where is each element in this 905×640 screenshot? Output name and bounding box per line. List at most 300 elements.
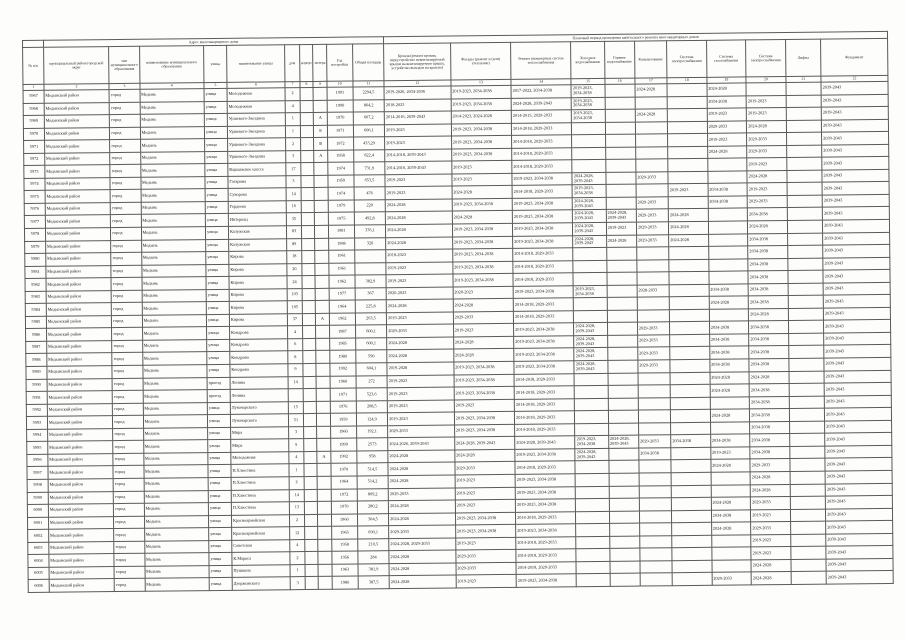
table-cell: 1970: [331, 463, 357, 476]
table-cell: [670, 334, 710, 347]
column-header: Фундамент: [821, 38, 888, 76]
table-cell: город: [113, 441, 143, 454]
table-cell: 1970: [327, 112, 353, 125]
table-cell: 51: [289, 414, 304, 427]
table-cell: [576, 524, 609, 537]
column-header: тип муниципального образования: [109, 46, 140, 83]
table-cell: [317, 439, 331, 452]
table-cell: 2024-2028: [635, 84, 667, 97]
table-cell: [318, 514, 332, 527]
column-number: 6: [227, 82, 285, 89]
table-cell: [609, 523, 639, 536]
table-cell: Медынский район: [47, 391, 113, 404]
table-cell: 2014-2018, 2029-2033: [511, 122, 571, 135]
table-cell: [304, 501, 318, 514]
table-cell: Медынь: [142, 277, 207, 290]
table-cell: А: [314, 150, 328, 163]
table-cell: 2034-2038: [748, 271, 788, 284]
table-cell: Медынь: [143, 427, 208, 440]
column-number: 8: [300, 81, 314, 87]
table-cell: 2019-2023, 2034-2038: [573, 285, 606, 298]
table-cell: 1962: [329, 275, 355, 288]
table-cell: 2039-2043: [823, 307, 890, 320]
table-cell: 1981: [328, 225, 354, 238]
table-cell: [575, 386, 608, 399]
table-cell: улица: [206, 239, 229, 252]
table-cell: 2034-2038: [748, 246, 788, 259]
table-cell: [708, 233, 748, 246]
table-cell: 2019-2023: [707, 133, 747, 146]
column-number: 10: [327, 81, 353, 87]
table-cell: [790, 446, 826, 459]
table-cell: 192,1: [356, 425, 387, 438]
table-cell: [707, 158, 747, 171]
table-cell: город: [112, 378, 142, 391]
table-cell: 381,9: [358, 563, 389, 576]
table-cell: [671, 472, 711, 485]
table-cell: 2034-2038: [709, 334, 749, 347]
table-cell: Медынь: [140, 101, 205, 114]
table-cell: город: [109, 102, 139, 115]
table-cell: [608, 410, 638, 423]
table-cell: Медынский район: [48, 516, 114, 529]
table-cell: [672, 548, 712, 561]
table-cell: 6000: [27, 504, 48, 517]
column-header: наименование муниципального образования: [139, 46, 204, 84]
table-cell: [790, 521, 826, 534]
table-cell: 382,9: [355, 275, 386, 288]
table-cell: 1962: [329, 313, 355, 326]
table-cell: город: [110, 139, 140, 152]
table-cell: 2019-2023, 2034-2038: [452, 236, 512, 249]
table-cell: [302, 326, 316, 339]
table-cell: 5995: [27, 442, 48, 455]
column-number: 20: [746, 77, 786, 83]
table-cell: [788, 346, 824, 359]
table-cell: [607, 322, 637, 335]
column-number: 3: [109, 83, 139, 89]
table-cell: 2014-2018, 2029-2033: [514, 411, 574, 424]
table-cell: 2024-2028: [389, 513, 456, 526]
table-cell: Медынский район: [44, 90, 110, 103]
column-number: 4: [139, 83, 204, 90]
table-cell: 2019-2023: [387, 387, 454, 400]
table-cell: 1: [290, 564, 305, 577]
table-cell: Медынь: [141, 189, 206, 202]
table-cell: 2039-2043: [826, 558, 893, 571]
table-cell: [710, 397, 750, 410]
column-number: 19: [707, 77, 747, 83]
table-cell: 280,2: [357, 501, 388, 514]
table-cell: [790, 484, 826, 497]
table-cell: 2024-2028: [388, 462, 455, 475]
table-cell: [788, 258, 824, 271]
table-cell: 37: [288, 313, 303, 326]
table-cell: город: [111, 265, 141, 278]
table-cell: [790, 509, 826, 522]
table-cell: Луначарского: [230, 414, 288, 427]
table-cell: Медынский район: [46, 341, 112, 354]
table-cell: 2029-2033: [455, 462, 515, 475]
table-cell: [610, 573, 640, 586]
table-cell: город: [111, 290, 141, 303]
table-cell: 5970: [23, 128, 44, 141]
table-cell: 2039-2043: [822, 144, 889, 157]
table-cell: [667, 121, 707, 134]
table-cell: Мира: [230, 426, 288, 439]
table-cell: 6: [288, 339, 303, 352]
table-cell: 2024-2028: [452, 211, 512, 224]
table-cell: [669, 309, 709, 322]
table-cell: 607,2: [353, 112, 384, 125]
table-cell: 2039-2043: [825, 458, 892, 471]
column-header: Холодное водоснабжение: [571, 41, 605, 78]
table-cell: 2039-2043: [823, 270, 890, 283]
table-cell: 2014-2018, 2029-2033: [516, 549, 576, 562]
table-cell: [318, 501, 332, 514]
table-cell: город: [112, 340, 142, 353]
table-cell: 210,5: [358, 538, 389, 551]
table-cell: [639, 498, 671, 511]
table-cell: Молодежная: [227, 100, 285, 113]
table-cell: [608, 385, 638, 398]
table-cell: Медынь: [140, 176, 205, 189]
table-cell: Медынь: [141, 264, 206, 277]
column-header: дом: [285, 45, 300, 82]
table-cell: Медынь: [144, 553, 209, 566]
table-cell: 2024-2028: [388, 475, 455, 488]
table-cell: улица: [209, 553, 232, 566]
table-cell: [608, 373, 638, 386]
table-cell: 2029-2033: [388, 425, 455, 438]
column-header: корпус: [299, 44, 313, 81]
table-cell: 5986: [26, 329, 47, 342]
table-cell: Медынский район: [48, 466, 114, 479]
table-cell: 9: [288, 364, 303, 377]
table-cell: город: [112, 353, 142, 366]
table-cell: улица: [209, 578, 232, 591]
column-header: Ремонт инженерных систем теплоснабжения: [511, 42, 572, 80]
table-cell: [638, 410, 670, 423]
table-cell: 2019-2023, 2034-2038: [454, 361, 514, 374]
table-cell: 2019-2023: [747, 183, 787, 196]
table-cell: [635, 121, 667, 134]
table-cell: А: [316, 313, 330, 326]
table-cell: 1960: [331, 514, 357, 527]
table-cell: Медынь: [143, 390, 208, 403]
table-cell: [300, 125, 314, 138]
table-cell: 2014-2018, 2029-2033: [512, 147, 572, 160]
table-cell: 1960: [330, 426, 356, 439]
table-cell: [574, 298, 607, 311]
table-cell: 5968: [23, 103, 44, 116]
table-cell: 2014-2018, 2029-2033: [513, 298, 573, 311]
table-cell: Медынский район: [48, 453, 114, 466]
table-cell: 2024-2028: [453, 336, 513, 349]
table-cell: 492,8: [354, 212, 385, 225]
table-cell: 1974: [328, 187, 354, 200]
table-cell: 2039-2043: [825, 433, 892, 446]
table-cell: 367: [355, 287, 386, 300]
group-header-address: Адрес многоквартирного дома: [43, 37, 383, 48]
table-cell: [788, 283, 824, 296]
table-cell: 2019-2023: [751, 547, 791, 560]
table-cell: 5987: [26, 341, 47, 354]
table-cell: 2039-2043: [826, 533, 893, 546]
table-cell: [314, 163, 328, 176]
table-cell: [789, 433, 825, 446]
table-cell: 2: [289, 477, 304, 490]
table-cell: 2039-2043: [825, 470, 892, 483]
table-cell: 5998: [27, 479, 48, 492]
table-cell: 2024-2028: [709, 296, 749, 309]
table-cell: 2019-2023: [455, 487, 515, 500]
table-cell: Медынь: [145, 565, 210, 578]
table-cell: [577, 574, 610, 587]
table-cell: город: [114, 579, 144, 592]
table-cell: [790, 471, 826, 484]
table-cell: 2024-2028: [748, 221, 788, 234]
table-cell: 89: [287, 238, 302, 251]
table-cell: Медынь: [142, 365, 207, 378]
table-cell: 2019-2023, 2034-2038: [453, 261, 513, 274]
table-cell: 2019-2023: [451, 161, 511, 174]
table-cell: 304,5: [357, 513, 388, 526]
table-cell: [303, 389, 317, 402]
table-header: [23, 31, 888, 90]
table-cell: [300, 138, 314, 151]
table-cell: 2024-2028: [711, 497, 751, 510]
table-cell: 2019-2023, 2034-2038: [516, 574, 576, 587]
table-cell: 2024-2028, 2039-2043: [574, 360, 607, 373]
table-cell: [605, 122, 635, 135]
table-cell: Медынский район: [44, 152, 110, 165]
table-cell: П.Хлюстина: [231, 477, 289, 490]
table-cell: 5992: [26, 404, 47, 417]
column-header: улица: [204, 45, 227, 82]
table-cell: 2019-2023, 2034-2038: [454, 386, 514, 399]
table-cell: 2029-2033: [636, 222, 668, 235]
table-cell: Ленина: [230, 376, 288, 389]
table-cell: [786, 157, 822, 170]
table-cell: улица: [209, 527, 232, 540]
table-cell: [708, 208, 748, 221]
table-cell: Медынь: [143, 402, 208, 415]
table-cell: 2019-2023, 2034-2038: [454, 412, 514, 425]
table-cell: 2019-2023: [747, 158, 787, 171]
table-cell: 2034-2038: [749, 333, 789, 346]
table-cell: 2024-2028: [707, 83, 747, 96]
table-cell: 16: [286, 201, 301, 214]
table-cell: 2024-2028, 2039-2043: [606, 210, 636, 223]
table-cell: Уршевого-Звездина: [227, 138, 285, 151]
table-cell: [711, 547, 751, 560]
table-cell: 590: [356, 350, 387, 363]
table-cell: [304, 489, 318, 502]
table-cell: [607, 272, 637, 285]
table-cell: 18: [287, 251, 302, 264]
table-cell: Медынь: [142, 289, 207, 302]
table-cell: [608, 448, 638, 461]
table-cell: 376,1: [354, 225, 385, 238]
table-cell: 1987: [329, 325, 355, 338]
table-cell: 1964: [329, 300, 355, 313]
table-cell: [316, 326, 330, 339]
table-cell: [574, 373, 607, 386]
table-cell: 12: [290, 527, 305, 540]
table-cell: [708, 259, 748, 272]
table-cell: 2014-2016, 2039-2043: [384, 111, 451, 124]
table-cell: улица: [207, 352, 230, 365]
table-cell: 4: [285, 100, 300, 113]
table-cell: 2039-2043: [823, 245, 890, 258]
table-cell: 2029-2033: [712, 572, 752, 585]
table-cell: 2029-2033: [637, 322, 669, 335]
table-cell: 1975: [328, 213, 354, 226]
column-number: 21: [786, 76, 821, 82]
table-cell: улица: [204, 126, 227, 139]
table-cell: 2039-2043: [825, 420, 892, 433]
table-cell: 2039-2043: [823, 295, 890, 308]
table-cell: 1971: [327, 125, 353, 138]
table-cell: город: [110, 114, 140, 127]
table-cell: 2039-2043: [822, 132, 889, 145]
table-cell: 5981: [25, 266, 46, 279]
table-cell: 5972: [24, 153, 45, 166]
table-cell: 2024-2028: [387, 337, 454, 350]
table-cell: [788, 333, 824, 346]
table-cell: 4: [290, 539, 305, 552]
table-cell: улица: [207, 402, 230, 415]
table-cell: 2024-2028, 2039-2043: [573, 197, 606, 210]
table-cell: [671, 410, 711, 423]
column-number: 15: [571, 78, 604, 84]
table-cell: Медынский район: [44, 127, 110, 140]
table-cell: Кирова: [229, 314, 287, 327]
table-cell: [669, 259, 709, 272]
table-cell: 5979: [25, 241, 46, 254]
table-cell: [668, 196, 708, 209]
table-cell: К.Маркса: [232, 552, 290, 565]
table-cell: [635, 134, 667, 147]
table-cell: 1972: [331, 489, 357, 502]
table-cell: 263,5: [355, 313, 386, 326]
table-cell: 2024-2028: [389, 550, 456, 563]
table-cell: 14: [288, 376, 303, 389]
table-cell: 5985: [25, 316, 46, 329]
table-cell: 2024-2028: [385, 211, 452, 224]
table-cell: 2024-2028, 2039-2043: [573, 210, 606, 223]
column-header: Год постройки: [326, 44, 352, 81]
column-header: Горячее водоснабжение: [604, 41, 635, 78]
table-cell: улица: [205, 214, 228, 227]
table-cell: 2034-2038: [747, 208, 787, 221]
table-cell: 2019-2023, 2034-2038: [512, 223, 572, 236]
table-cell: 2024-2028: [749, 308, 789, 321]
table-cell: 864,2: [353, 99, 384, 112]
table-cell: [791, 559, 827, 572]
table-cell: 2024-2028: [711, 522, 751, 535]
table-cell: улица: [209, 515, 232, 528]
table-cell: [711, 472, 751, 485]
table-cell: П.Хлюстина: [231, 489, 289, 502]
column-header: литера: [313, 44, 327, 81]
table-cell: 2029-2033: [638, 360, 670, 373]
table-cell: [639, 523, 671, 536]
table-cell: [787, 220, 823, 233]
table-cell: [610, 561, 640, 574]
table-cell: 2034-2038: [750, 446, 790, 459]
table-cell: 5969: [23, 115, 44, 128]
table-cell: [316, 301, 330, 314]
table-cell: улица: [208, 465, 231, 478]
table-cell: [303, 414, 317, 427]
table-cell: [300, 87, 314, 100]
table-cell: 2019-2023: [385, 124, 452, 137]
table-cell: Варшавское шоссе: [228, 163, 286, 176]
table-cell: Медынь: [140, 126, 205, 139]
table-cell: Медынский район: [45, 177, 111, 190]
table-cell: [639, 473, 671, 486]
table-cell: [302, 301, 316, 314]
table-cell: 5991: [26, 391, 47, 404]
table-cell: 2024-2028: [385, 199, 452, 212]
table-cell: улица: [206, 289, 229, 302]
table-cell: [303, 363, 317, 376]
table-cell: [668, 171, 708, 184]
table-cell: 2018-2023: [386, 249, 453, 262]
table-cell: 2024-2028, 2039-2043: [574, 335, 607, 348]
table-cell: город: [114, 566, 144, 579]
table-cell: 2294,5: [353, 87, 384, 100]
table-cell: Медынский район: [47, 403, 113, 416]
table-cell: Кирова: [229, 276, 287, 289]
table-cell: 2019-2023: [746, 95, 786, 108]
table-cell: улица: [206, 264, 229, 277]
table-cell: [316, 363, 330, 376]
table-cell: Медынский район: [47, 416, 113, 429]
table-cell: город: [111, 240, 141, 253]
table-cell: В: [314, 137, 328, 150]
table-cell: Медынский район: [45, 190, 111, 203]
table-cell: 2014-2018, 2029-2033: [512, 185, 572, 198]
table-cell: 2029-2033: [389, 525, 456, 538]
table-cell: Медынский район: [49, 579, 115, 592]
table-cell: [669, 246, 709, 259]
table-cell: Дзержинского: [232, 577, 290, 590]
table-cell: 2039-2043: [821, 81, 888, 94]
table-cell: [302, 263, 316, 276]
table-cell: 2019-2023: [455, 474, 515, 487]
table-cell: 2020-2023: [386, 287, 453, 300]
table-cell: Пушкина: [232, 565, 290, 578]
table-cell: Молодежная: [227, 88, 285, 101]
table-cell: Медынь: [140, 139, 205, 152]
table-cell: [789, 358, 825, 371]
table-cell: улица: [206, 302, 229, 315]
table-cell: 2034-2038: [749, 384, 789, 397]
table-cell: 2029-2033: [636, 209, 668, 222]
table-cell: 2039-2043: [821, 107, 888, 120]
table-cell: 2024-2028, 2039-2043: [572, 172, 605, 185]
table-cell: [637, 297, 669, 310]
table-cell: Кирова: [229, 301, 287, 314]
table-cell: [639, 510, 671, 523]
table-cell: [605, 147, 635, 160]
table-cell: [317, 426, 331, 439]
table-cell: Медынь: [143, 377, 208, 390]
table-cell: [313, 100, 327, 113]
